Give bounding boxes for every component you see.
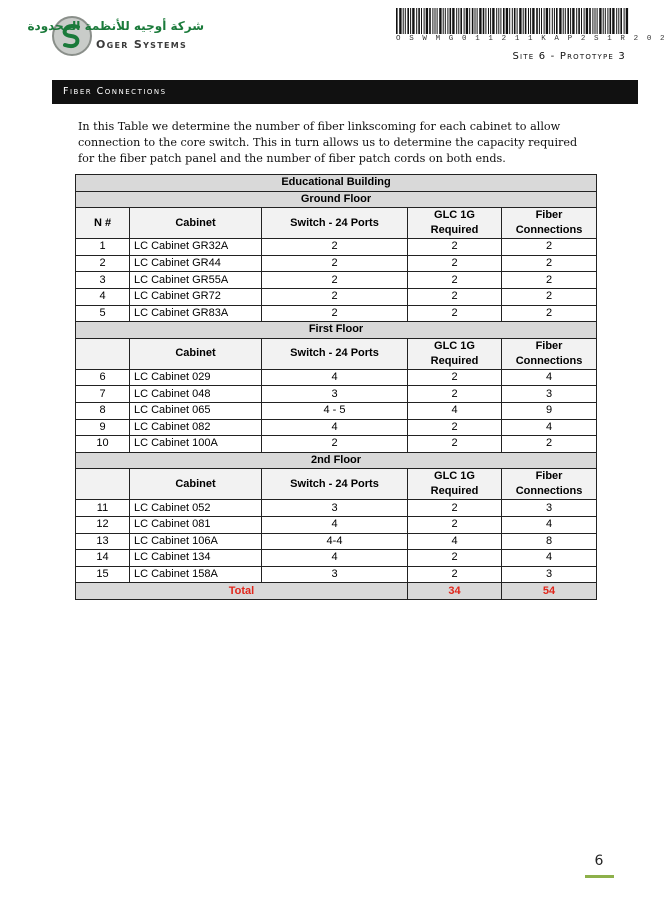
cell-number: 10	[76, 436, 130, 453]
col-header-number	[76, 469, 130, 500]
table-row	[76, 239, 597, 256]
barcode-bar	[584, 8, 585, 34]
cell-number: 4	[76, 288, 130, 305]
barcode-bar	[421, 8, 422, 34]
section-title-bar	[52, 80, 638, 104]
col-header-switch: Switch - 24 Ports	[262, 469, 408, 500]
cell-glc: 2	[408, 419, 502, 436]
table-header-row	[76, 469, 597, 500]
barcode-bar	[610, 8, 612, 34]
cell-fiber: 3	[502, 566, 597, 583]
table-header-row	[76, 208, 597, 239]
barcode-bar	[592, 8, 593, 34]
barcode-bar	[546, 8, 548, 34]
cell-fiber: 4	[502, 419, 597, 436]
cell-number: 14	[76, 550, 130, 567]
barcode-bar	[412, 8, 414, 34]
barcode-bar	[460, 8, 462, 34]
intro-paragraph: In this Table we determine the number of fiber linkscoming for each cabinet to allow connection to the core switch. This in turn allows us to determine the capacity required for the fiber patch panel and the number of fiber patch cords on both ends.	[78, 120, 578, 165]
site-label: Site 6 - Prototype 3	[512, 51, 626, 62]
building-row	[76, 175, 597, 192]
barcode-bar	[485, 8, 486, 34]
table-row	[76, 369, 597, 386]
col-header-fiber: Fiber Connections	[502, 208, 597, 239]
cell-glc: 2	[408, 255, 502, 272]
cell-glc: 2	[408, 239, 502, 256]
barcode-bar	[447, 8, 448, 34]
barcode-bar	[624, 8, 625, 34]
barcode-bar	[477, 8, 478, 34]
table-row	[76, 533, 597, 550]
table-row	[76, 272, 597, 289]
cell-number: 15	[76, 566, 130, 583]
barcode-bar	[539, 8, 540, 34]
barcode-bar	[443, 8, 444, 34]
barcode-bar	[432, 8, 433, 34]
barcode-bar	[528, 8, 529, 34]
cell-switch: 2	[262, 239, 408, 256]
barcode-bar	[456, 8, 457, 34]
cell-switch: 2	[262, 436, 408, 453]
cell-switch: 2	[262, 305, 408, 322]
cell-fiber: 2	[502, 255, 597, 272]
cell-fiber: 3	[502, 500, 597, 517]
barcode-bar	[488, 8, 489, 34]
cell-fiber: 8	[502, 533, 597, 550]
barcode-bar	[506, 8, 508, 34]
col-header-cabinet: Cabinet	[130, 469, 262, 500]
barcode-bar	[424, 8, 425, 34]
barcode-bar	[407, 8, 409, 34]
barcode-bar	[475, 8, 476, 34]
cell-glc: 2	[408, 500, 502, 517]
cell-glc: 2	[408, 272, 502, 289]
floor-row	[76, 452, 597, 469]
cell-fiber: 2	[502, 239, 597, 256]
cell-cabinet: LC Cabinet GR72	[130, 288, 262, 305]
barcode-bar	[567, 8, 569, 34]
barcode-bar	[503, 8, 505, 34]
cell-fiber: 4	[502, 550, 597, 567]
cell-fiber: 2	[502, 272, 597, 289]
barcode-bar	[581, 8, 582, 34]
cell-cabinet: LC Cabinet 134	[130, 550, 262, 567]
cell-cabinet: LC Cabinet GR83A	[130, 305, 262, 322]
barcode-bar	[466, 8, 468, 34]
section-title: Fiber Connections	[63, 86, 167, 97]
barcode-bar	[570, 8, 571, 34]
cell-switch: 3	[262, 500, 408, 517]
cell-fiber: 2	[502, 288, 597, 305]
cell-number: 1	[76, 239, 130, 256]
barcode-bar	[435, 8, 436, 34]
cell-cabinet: LC Cabinet 082	[130, 419, 262, 436]
cell-cabinet: LC Cabinet 106A	[130, 533, 262, 550]
barcode-bar	[556, 8, 558, 34]
company-name-arabic: شركة أوجيه للأنظمة المحدودة	[27, 19, 204, 33]
total-glc: 34	[408, 583, 502, 600]
cell-switch: 3	[262, 566, 408, 583]
table-row	[76, 386, 597, 403]
barcode-bar	[517, 8, 518, 34]
cell-cabinet: LC Cabinet GR44	[130, 255, 262, 272]
barcode-bar	[496, 8, 497, 34]
cell-fiber: 2	[502, 436, 597, 453]
cell-fiber: 3	[502, 386, 597, 403]
cell-fiber: 2	[502, 305, 597, 322]
cell-glc: 2	[408, 305, 502, 322]
cell-switch: 2	[262, 272, 408, 289]
table-row	[76, 305, 597, 322]
barcode-bar	[578, 8, 580, 34]
barcode-bar	[626, 8, 628, 34]
barcode-bar	[405, 8, 406, 34]
cell-cabinet: LC Cabinet 048	[130, 386, 262, 403]
cell-cabinet: LC Cabinet GR55A	[130, 272, 262, 289]
cell-number: 6	[76, 369, 130, 386]
table-row	[76, 402, 597, 419]
barcode-bar	[549, 8, 550, 34]
cell-switch: 2	[262, 288, 408, 305]
fiber-connections-table	[75, 174, 597, 600]
document-barcode	[396, 8, 630, 34]
barcode-bar	[396, 8, 398, 34]
barcode-bar	[512, 8, 513, 34]
cell-switch: 4	[262, 550, 408, 567]
table-row	[76, 500, 597, 517]
total-row	[76, 583, 597, 600]
barcode-bar	[498, 8, 499, 34]
cell-switch: 3	[262, 386, 408, 403]
cell-cabinet: LC Cabinet GR32A	[130, 239, 262, 256]
cell-cabinet: LC Cabinet 100A	[130, 436, 262, 453]
barcode-bar	[483, 8, 485, 34]
cell-cabinet: LC Cabinet 158A	[130, 566, 262, 583]
col-header-number	[76, 338, 130, 369]
cell-switch: 4 - 5	[262, 402, 408, 419]
table-row	[76, 436, 597, 453]
barcode-bar	[599, 8, 601, 34]
company-name-english: Oger Systems	[96, 38, 188, 51]
barcode-bar	[437, 8, 438, 34]
barcode-bar	[410, 8, 411, 34]
cell-cabinet: LC Cabinet 029	[130, 369, 262, 386]
cell-number: 13	[76, 533, 130, 550]
barcode-bar	[597, 8, 598, 34]
cell-switch: 4	[262, 369, 408, 386]
barcode-bar	[541, 8, 542, 34]
page-number-rule	[585, 875, 614, 878]
floor-row	[76, 322, 597, 339]
barcode-bar	[589, 8, 591, 34]
cell-cabinet: LC Cabinet 052	[130, 500, 262, 517]
cell-number: 2	[76, 255, 130, 272]
col-header-number: N #	[76, 208, 130, 239]
barcode-bar	[532, 8, 534, 34]
barcode-bar	[618, 8, 619, 34]
barcode-bar	[490, 8, 491, 34]
barcode-bar	[519, 8, 521, 34]
cell-number: 11	[76, 500, 130, 517]
cell-glc: 2	[408, 550, 502, 567]
barcode-bar	[563, 8, 564, 34]
barcode-bar	[595, 8, 596, 34]
cell-glc: 2	[408, 369, 502, 386]
col-header-cabinet: Cabinet	[130, 338, 262, 369]
barcode-bar	[536, 8, 538, 34]
cell-fiber: 9	[502, 402, 597, 419]
cell-number: 7	[76, 386, 130, 403]
barcode-bar	[586, 8, 588, 34]
col-header-switch: Switch - 24 Ports	[262, 338, 408, 369]
barcode-bar	[464, 8, 465, 34]
page-number: 6	[594, 853, 604, 869]
col-header-cabinet: Cabinet	[130, 208, 262, 239]
cell-glc: 2	[408, 516, 502, 533]
cell-number: 5	[76, 305, 130, 322]
barcode-bar	[469, 8, 470, 34]
barcode-bar	[525, 8, 527, 34]
cell-cabinet: LC Cabinet 081	[130, 516, 262, 533]
barcode-bar	[605, 8, 606, 34]
barcode-bar	[403, 8, 404, 34]
barcode-bar	[450, 8, 452, 34]
barcode-bar	[399, 8, 401, 34]
table-row	[76, 516, 597, 533]
barcode-bar	[492, 8, 494, 34]
barcode-bar	[523, 8, 524, 34]
barcode-bar	[426, 8, 428, 34]
barcode-bar	[429, 8, 431, 34]
barcode-code: O S W M G 0 1 1 2 1 1 K A P 2 S 1 R 2 0 2	[396, 35, 667, 43]
barcode-bar	[445, 8, 446, 34]
cell-fiber: 4	[502, 369, 597, 386]
barcode-bar	[416, 8, 417, 34]
total-label: Total	[76, 583, 408, 600]
table-row	[76, 419, 597, 436]
barcode-bar	[514, 8, 516, 34]
col-header-fiber: Fiber Connections	[502, 469, 597, 500]
barcode-bar	[439, 8, 441, 34]
barcode-bar	[500, 8, 501, 34]
building-name: Educational Building	[76, 175, 597, 192]
cell-number: 8	[76, 402, 130, 419]
table-row	[76, 255, 597, 272]
floor-name: First Floor	[76, 322, 597, 339]
table-header-row	[76, 338, 597, 369]
barcode-bar	[612, 8, 614, 34]
cell-glc: 4	[408, 402, 502, 419]
barcode-bar	[620, 8, 622, 34]
floor-row	[76, 191, 597, 208]
barcode-bar	[509, 8, 510, 34]
table-row	[76, 288, 597, 305]
barcode-bar	[603, 8, 604, 34]
barcode-bar	[565, 8, 566, 34]
barcode-bar	[530, 8, 531, 34]
cell-switch: 2	[262, 255, 408, 272]
barcode-bar	[418, 8, 420, 34]
barcode-bar	[552, 8, 553, 34]
barcode-bar	[572, 8, 574, 34]
barcode-bar	[607, 8, 608, 34]
col-header-glc: GLC 1G Required	[408, 338, 502, 369]
table-row	[76, 550, 597, 567]
cell-number: 12	[76, 516, 130, 533]
floor-name: Ground Floor	[76, 191, 597, 208]
barcode-bar	[452, 8, 454, 34]
floor-name: 2nd Floor	[76, 452, 597, 469]
barcode-bar	[458, 8, 459, 34]
barcode-bar	[559, 8, 561, 34]
cell-number: 3	[76, 272, 130, 289]
barcode-bar	[472, 8, 474, 34]
cell-switch: 4	[262, 516, 408, 533]
cell-switch: 4	[262, 419, 408, 436]
barcode-bar	[544, 8, 545, 34]
cell-glc: 2	[408, 288, 502, 305]
col-header-switch: Switch - 24 Ports	[262, 208, 408, 239]
cell-fiber: 4	[502, 516, 597, 533]
cell-glc: 4	[408, 533, 502, 550]
barcode-bar	[554, 8, 555, 34]
table-row	[76, 566, 597, 583]
col-header-glc: GLC 1G Required	[408, 208, 502, 239]
barcode-bar	[479, 8, 481, 34]
company-logo	[27, 16, 204, 58]
cell-cabinet: LC Cabinet 065	[130, 402, 262, 419]
col-header-fiber: Fiber Connections	[502, 338, 597, 369]
cell-switch: 4-4	[262, 533, 408, 550]
cell-glc: 2	[408, 386, 502, 403]
total-fiber: 54	[502, 583, 597, 600]
barcode-bar	[616, 8, 617, 34]
col-header-glc: GLC 1G Required	[408, 469, 502, 500]
cell-number: 9	[76, 419, 130, 436]
cell-glc: 2	[408, 436, 502, 453]
barcode-bar	[576, 8, 577, 34]
cell-glc: 2	[408, 566, 502, 583]
